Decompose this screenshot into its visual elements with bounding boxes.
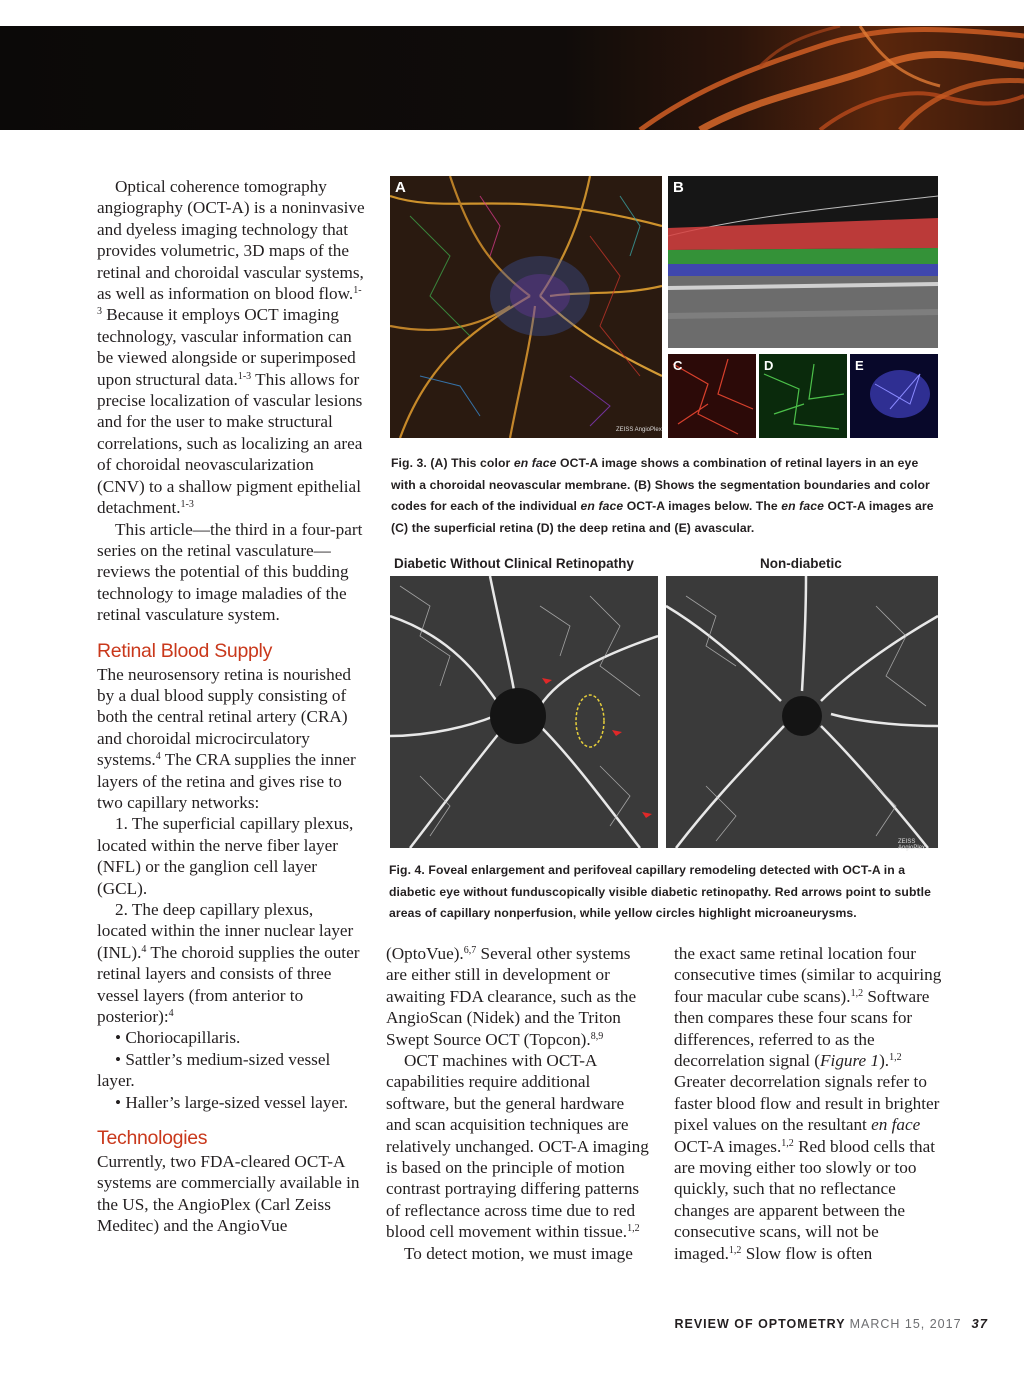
intro-paragraph-2: This article—the third in a four-part series on the retinal vasculature—reviews the potential of this budding technology to image maladies of the retinal vasculature system. [97,519,363,625]
heading-retinal-blood-supply: Retinal Blood Supply [97,639,273,662]
fig3-panel-b-image [668,176,938,348]
middle-paragraph-1: (OptoVue).$^{6,7}$ Several other systems are either still in development or awaiting FDA clearance, such as the AngioScan (Nidek) and the Triton Swept Source OCT (Topcon).$^{8,9}$ [386,944,637,1049]
middle-paragraph-2: OCT machines with OCT-A capabilities require additional software, but the general hardware and scan acquisition techniques are relatively unchanged. OCT-A imaging is based on the principle of motion contrast portraying differing patterns of reflectance across time due to red blood cell movement within tissue.$^{1,2}$ [386,1051,649,1242]
fig4-non-diabetic-image [666,576,938,848]
footer-page-number: 37 [971,1316,988,1331]
list-item-superficial-plexus: 1. The superficial capillary plexus, located within the nerve fiber layer (NFL) or the ganglion cell layer (GCL). [97,814,354,898]
bullet-haller: • Haller’s large-sized vessel layer. [115,1092,349,1112]
page-footer [674,1316,988,1331]
fig3-label-e: E [855,358,864,373]
middle-paragraph-3: To detect motion, we must image [404,1243,633,1263]
fig4-title-right: Non-diabetic [760,556,842,571]
column-middle [386,943,652,1264]
fig3-label-b: B [673,179,684,196]
fig3-panel-a-image [390,176,662,438]
fig4-watermark: ZEISS AngioPlex [898,839,926,851]
figure-3-caption: Fig. 3. (A) This color en face OCT-A image shows a combination of retinal layers in an eye with a choroidal neovascular membrane. (B) Shows the segmentation boundaries and color codes for each of the individual en face OCT-A images below. The en face OCT-A images are (C) the superficial retina (D) the deep retina and (E) avascular. [391,456,934,535]
column-right [674,943,942,1264]
fig3-watermark: ZEISS AngioPlex [616,427,662,433]
fig3-label-a: A [395,179,406,196]
column-left [97,176,365,1237]
bullet-sattler: • Sattler’s medium-sized vessel layer. [97,1049,331,1091]
right-paragraph-1: the exact same retinal location four consecutive times (similar to acquiring four macular cube scans).$^{1,2}$ Software then compares these four scans for differences, referred to as the decorrelation signal (Figure 1).$^{1,2}$ Greater decorrelation signals refer to faster blood flow and result in brighter pixel values on the resultant en face OCT-A images.$^{1,2}$ Red blood cells that are moving either too slowly or too quickly, such that no reflectance changes are apparent between the consecutive scans, will not be imaged.$^{1,2}$ Slow flow is often [674,944,942,1263]
footer-date: MARCH 15, 2017 [849,1317,962,1331]
list-item-deep-plexus: 2. The deep capillary plexus, located within the inner nuclear layer (INL).$^4$ The choroid supplies the outer retinal layers and consists of three vessel layers (from anterior to posterior):$^4$ [97,900,360,1027]
retina-vessel-header-image [0,26,1024,130]
fig3-label-c: C [673,358,683,373]
fig4-diabetic-image [390,576,658,848]
header-banner [0,26,1024,130]
figure-4 [390,552,938,852]
intro-paragraph-1: Optical coherence tomography angiography (OCT-A) is a noninvasive and dyeless imaging technology that provides volumetric, 3D maps of the retinal and choroidal vascular systems, as well as information on blood flow.$^{1-3}$ Because it employs OCT imaging technology, vascular information can be viewed alongside or superimposed upon structural data.$^{1-3}$ This allows for precise localization of vascular lesions and for the user to make structural correlations, such as localizing an area of choroidal neovascularization (CNV) to a shallow pigment epithelial detachment.$^{1-3}$ [97,177,365,518]
fig3-label-d: D [764,358,774,373]
bullet-choriocapillaris: • Choriocapillaris. [115,1028,241,1048]
technologies-paragraph: Currently, two FDA-cleared OCT-A systems are commercially available in the US, the AngioPlex (Carl Zeiss Meditec) and the AngioVue [97,1152,360,1236]
fig4-title-left: Diabetic Without Clinical Retinopathy [394,556,634,571]
figure-3 [390,176,938,438]
blood-supply-paragraph: The neurosensory retina is nourished by a dual blood supply consisting of both the central retinal artery (CRA) and choroidal microcirculatory systems.$^4$ The CRA supplies the inner layers of the retina and gives rise to two capillary networks: [97,664,356,812]
heading-technologies: Technologies [97,1127,208,1150]
footer-magazine-title: REVIEW OF OPTOMETRY [674,1317,846,1331]
figure-4-caption: Fig. 4. Foveal enlargement and perifoveal capillary remodeling detected with OCT-A in a diabetic eye without funduscopically visible diabetic retinopathy. Red arrows point to subtle areas of capillary nonperfusion, while yellow circles highlight microaneurysms. [389,863,932,920]
